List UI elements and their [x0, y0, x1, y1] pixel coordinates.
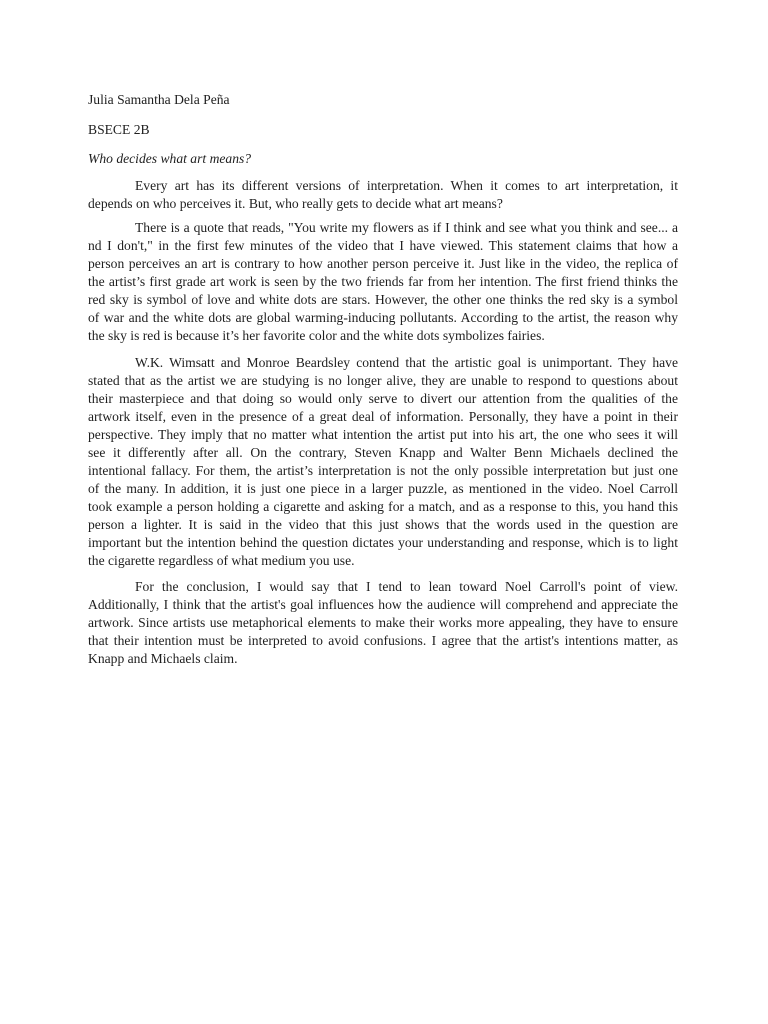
document-body	[88, 91, 678, 668]
paragraph-line: the cigarette regardless of what medium you use.	[88, 553, 355, 568]
paragraph-1	[88, 177, 678, 213]
paragraph-line: see it differently after all. On the contrary, Steven Knapp and Walter Benn Michaels declined the	[88, 445, 678, 460]
paragraph-line: stated that as the artist we are studying is no longer alive, they are unable to respond to questions about	[88, 373, 678, 388]
paragraph-line: person perceives an art is contrary to how another person perceive it. Just like in the video, the replica of	[88, 256, 678, 271]
paragraph-line: took example a person holding a cigarette and asking for a match, and as a response to this, you hand this	[88, 499, 678, 514]
paragraph-line: nd I don't," in the first few minutes of the video that I have viewed. This statement claims that how a	[88, 238, 678, 253]
paragraph-line: perspective. They imply that no matter what intention the artist put into his art, the one who sees it will	[88, 427, 678, 442]
paragraph-2	[88, 219, 678, 345]
paragraph-4	[88, 578, 678, 668]
paragraph-line: of the many. In addition, it is just one piece in a larger puzzle, as mentioned in the video. Noel Carroll	[88, 481, 678, 496]
paragraph-line: the sky is red is because it’s her favorite color and the white dots symbolizes fairies.	[88, 328, 545, 343]
paragraph-line: artwork. Since artists use metaphorical elements to make their works more appealing, they have to ensure	[88, 615, 678, 630]
paragraph-3	[88, 354, 678, 570]
paragraph-line: their masterpiece and that doing so would only serve to divert our attention from the qualities of the	[88, 391, 678, 406]
author-name: Julia Samantha Dela Peña	[88, 92, 230, 107]
paragraph-line: that their intention must be interpreted to avoid confusions. I agree that the artist's intentions matter, as	[88, 633, 678, 648]
paragraph-line: of war and the white dots are global warming-inducing pollutants. According to the artist, the reason why	[88, 310, 678, 325]
paragraph-line: intentional fallacy. For them, the artist’s interpretation is not the only possible interpretation but just one	[88, 463, 678, 478]
paragraph-line: For the conclusion, I would say that I tend to lean toward Noel Carroll's point of view.	[135, 579, 678, 594]
paragraph-line: artwork itself, even in the presence of a great deal of information. Personally, they have a point in their	[88, 409, 678, 424]
essay-question: Who decides what art means?	[88, 151, 252, 166]
paragraph-line: person a lighter. It is said in the video that this just shows that the words used in the question are	[88, 517, 678, 532]
course-section: BSECE 2B	[88, 122, 150, 137]
paragraph-line: Knapp and Michaels claim.	[88, 651, 238, 666]
paragraph-line: depends on who perceives it. But, who really gets to decide what art means?	[88, 196, 503, 211]
paragraph-line: Every art has its different versions of interpretation. When it comes to art interpretation, it	[135, 178, 678, 193]
paragraph-line: W.K. Wimsatt and Monroe Beardsley contend that the artistic goal is unimportant. They have	[135, 355, 678, 370]
paragraph-line: Additionally, I think that the artist's goal influences how the audience will comprehend and appreciate the	[88, 597, 678, 612]
paragraph-line: red sky is symbol of love and white dots are stars. However, the other one thinks the red sky is a symbol	[88, 292, 678, 307]
paragraph-line: There is a quote that reads, "You write my flowers as if I think and see what you think and see... a	[135, 220, 678, 235]
paragraph-line: important but the intention behind the question dictates your understanding and response, which is to light	[88, 535, 678, 550]
paragraph-line: the artist’s first grade art work is seen by the two friends far from her intention. The first friend thinks the	[88, 274, 678, 289]
